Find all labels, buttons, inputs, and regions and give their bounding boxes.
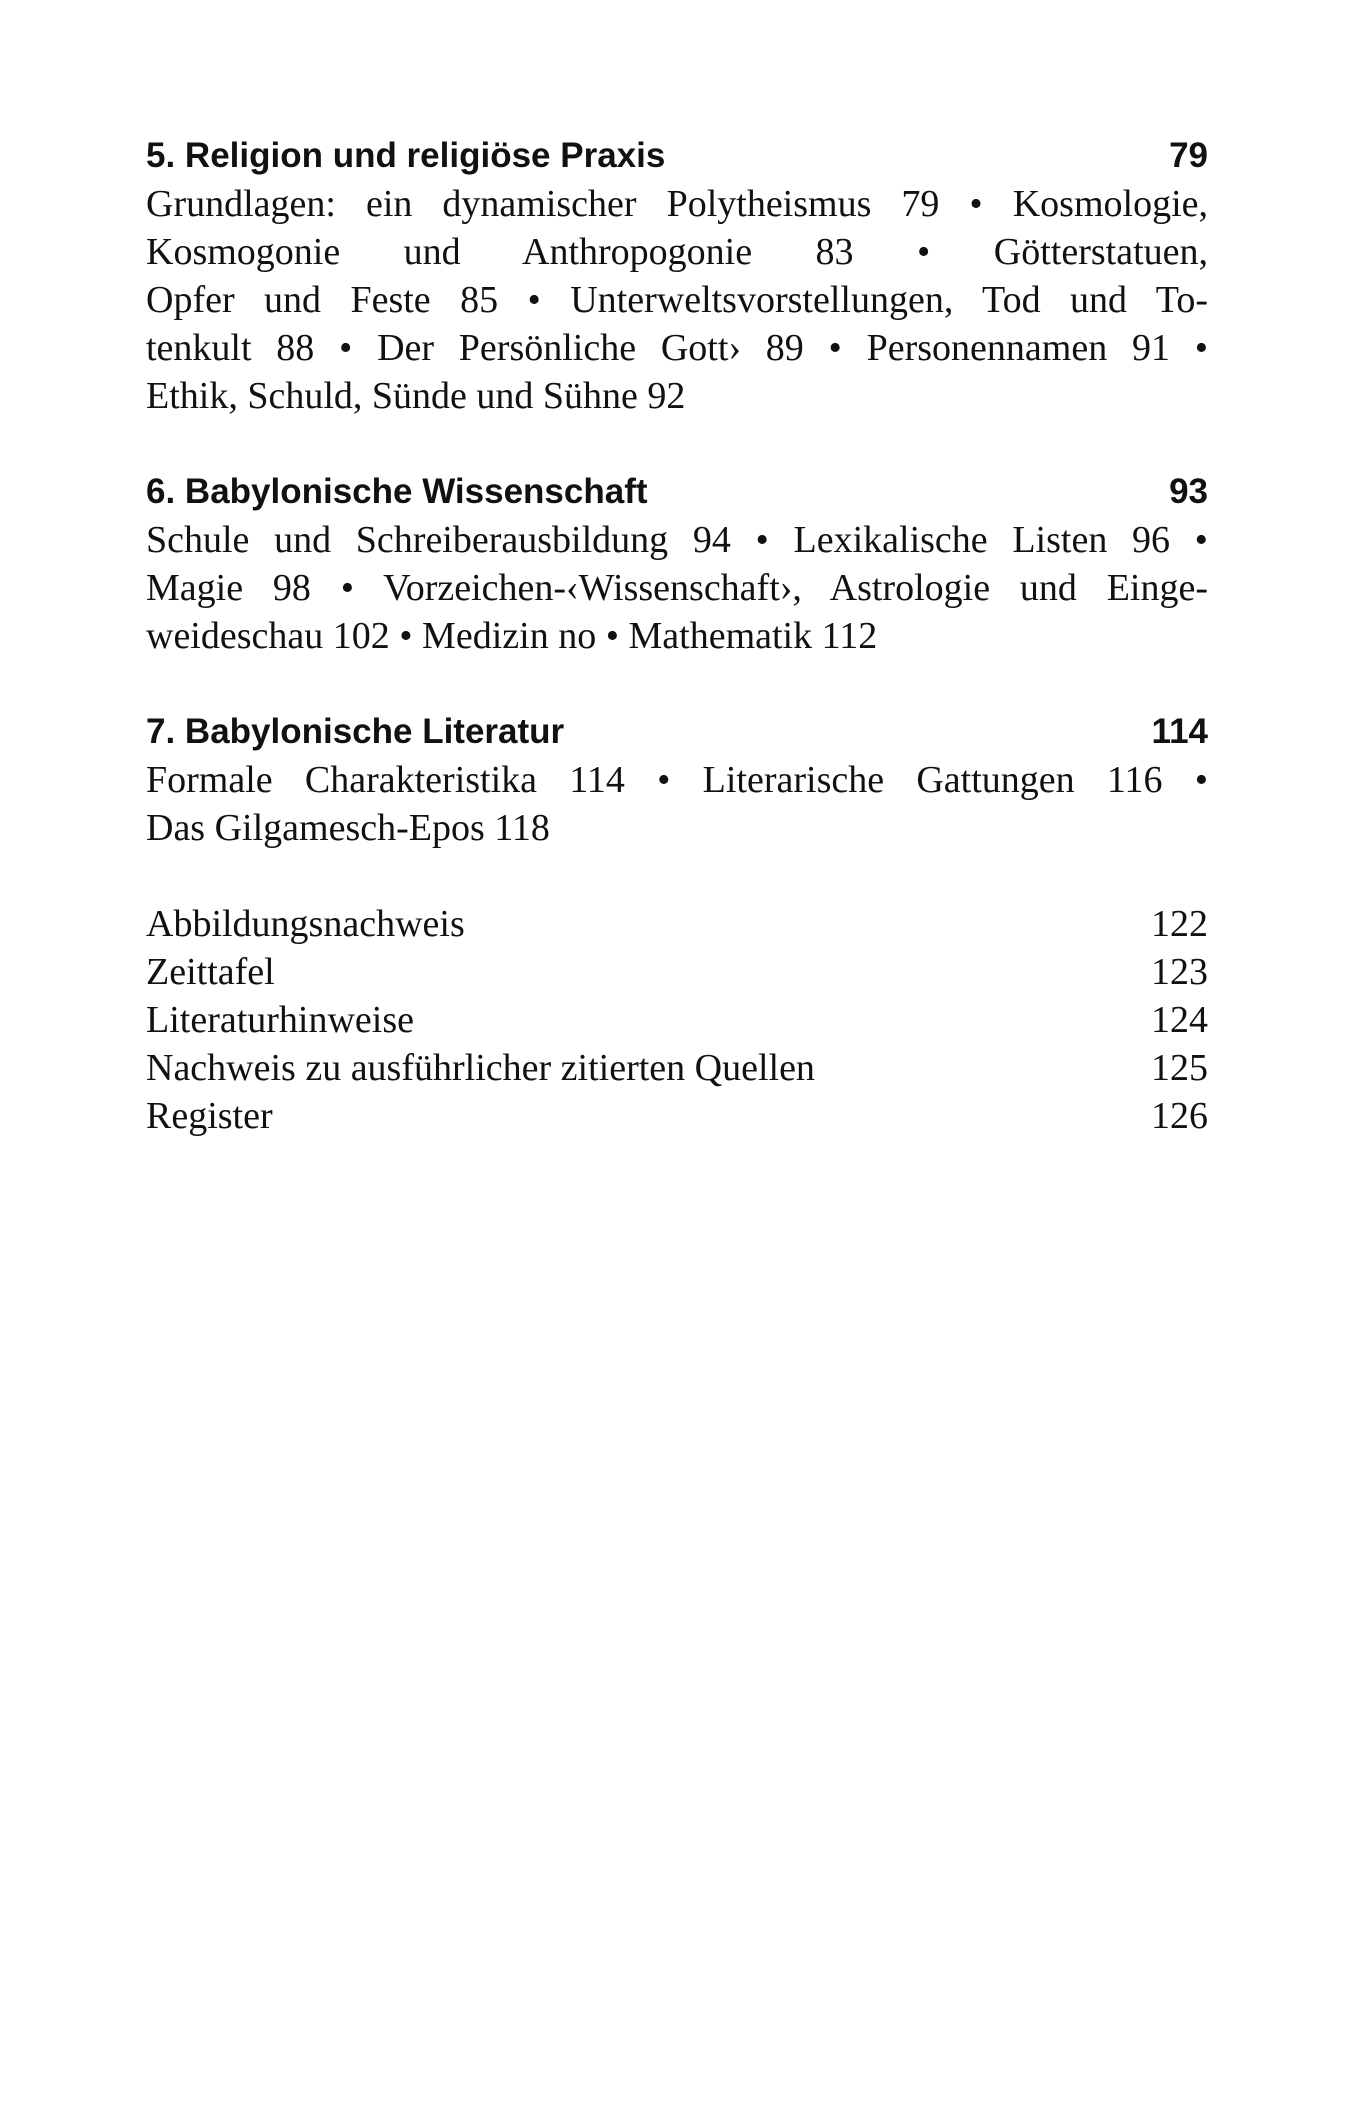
section-contents-line: Kosmogonie und Anthropogonie 83 • Götterstatuen, bbox=[146, 231, 1208, 273]
appendix-entry bbox=[146, 1092, 1208, 1140]
appendix-entry bbox=[146, 948, 1208, 996]
appendix-entry bbox=[146, 996, 1208, 1044]
toc-section-7 bbox=[146, 708, 1208, 852]
appendix-entry-title: Literaturhinweise bbox=[146, 999, 415, 1041]
appendix-entry-title: Nachweis zu ausführlicher zitierten Quellen bbox=[146, 1047, 815, 1089]
section-contents-line: Opfer und Feste 85 • Unterweltsvorstellungen, Tod und To- bbox=[146, 279, 1208, 321]
section-contents-line: weideschau 102 • Medizin no • Mathematik 112 bbox=[146, 615, 878, 657]
section-contents-line: Schule und Schreiberausbildung 94 • Lexikalische Listen 96 • bbox=[146, 519, 1208, 561]
toc-section-6 bbox=[146, 468, 1208, 660]
section-title: 7. Babylonische Literatur bbox=[146, 712, 565, 751]
appendix-entry-page: 126 bbox=[1151, 1095, 1208, 1137]
toc-section-5 bbox=[146, 132, 1208, 420]
section-heading bbox=[146, 708, 1208, 756]
appendix-entry-page: 124 bbox=[1151, 999, 1208, 1041]
section-page-number: 93 bbox=[1169, 472, 1208, 511]
section-contents-line: tenkult 88 • Der Persönliche Gott› 89 • Personennamen 91 • bbox=[146, 327, 1208, 369]
section-contents-line: Ethik, Schuld, Sünde und Sühne 92 bbox=[146, 375, 686, 417]
appendix-entry-title: Abbildungsnachweis bbox=[146, 903, 465, 945]
appendix-entry bbox=[146, 900, 1208, 948]
section-contents-line: Formale Charakteristika 114 • Literarische Gattungen 116 • bbox=[146, 759, 1208, 801]
appendix-entry-page: 122 bbox=[1151, 903, 1208, 945]
appendix-entry-page: 125 bbox=[1151, 1047, 1208, 1089]
section-title: 5. Religion und religiöse Praxis bbox=[146, 136, 666, 175]
section-page-number: 79 bbox=[1169, 136, 1208, 175]
section-title: 6. Babylonische Wissenschaft bbox=[146, 472, 648, 511]
section-contents bbox=[146, 180, 1208, 420]
section-heading bbox=[146, 132, 1208, 180]
section-contents-line: Magie 98 • Vorzeichen-‹Wissenschaft›, Astrologie und Einge- bbox=[146, 567, 1208, 609]
section-contents-line: Grundlagen: ein dynamischer Polytheismus 79 • Kosmologie, bbox=[146, 183, 1208, 225]
appendix-entry-title: Zeittafel bbox=[146, 951, 275, 993]
section-contents bbox=[146, 516, 1208, 660]
appendix-entry-page: 123 bbox=[1151, 951, 1208, 993]
appendix-entry-title: Register bbox=[146, 1095, 273, 1137]
appendix-entry bbox=[146, 1044, 1208, 1092]
section-contents bbox=[146, 756, 1208, 852]
section-page-number: 114 bbox=[1151, 712, 1208, 751]
table-of-contents-page bbox=[146, 132, 1208, 1140]
appendix-list bbox=[146, 900, 1208, 1140]
section-contents-line: Das Gilgamesch-Epos 118 bbox=[146, 807, 550, 849]
section-heading bbox=[146, 468, 1208, 516]
